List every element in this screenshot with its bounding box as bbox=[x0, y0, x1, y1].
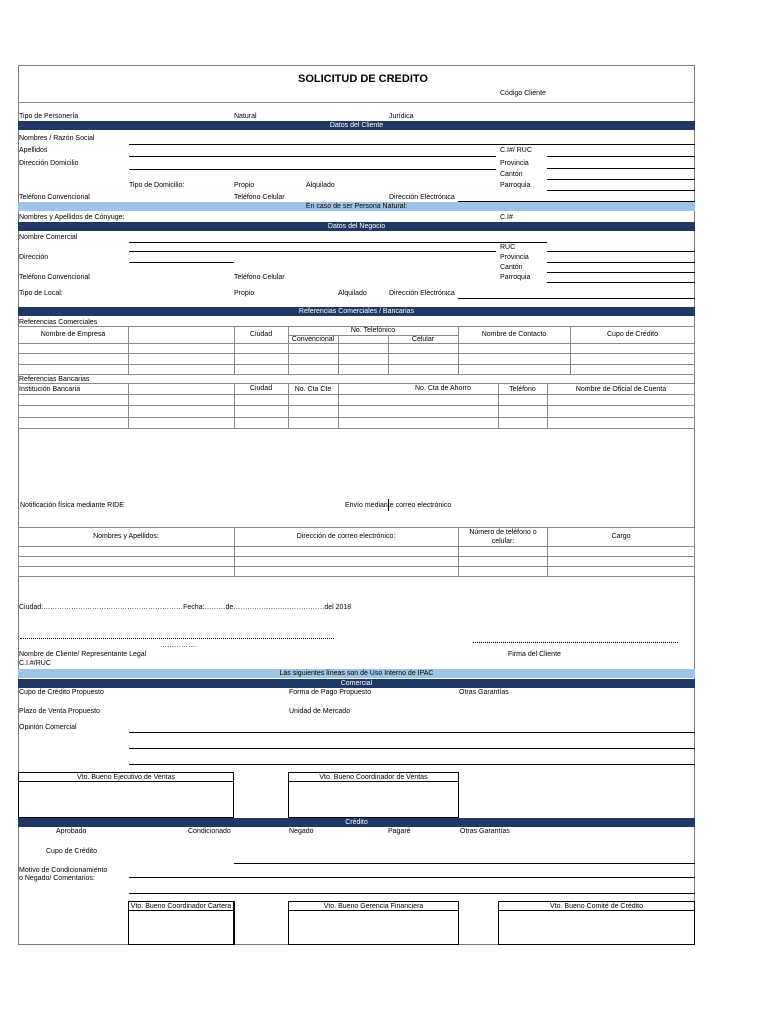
section-header-business: Datos del Negocio bbox=[18, 222, 695, 231]
row-divider bbox=[18, 566, 695, 567]
business-province-label: Provincia bbox=[500, 254, 529, 261]
home-rent-option[interactable]: Alquilado bbox=[306, 182, 335, 189]
comments-line-2[interactable] bbox=[129, 893, 695, 894]
col-credit-limit: Cupo de Crédito bbox=[607, 331, 658, 338]
premises-rent-option[interactable]: Alquilado bbox=[338, 290, 367, 297]
row-divider bbox=[18, 353, 695, 354]
col-contact-email: Dirección de correo electrónico: bbox=[296, 533, 396, 540]
spouse-name-label: Nombres y Apellidos de Cónyuge: bbox=[19, 214, 125, 221]
business-parish-field[interactable] bbox=[547, 282, 695, 283]
natural-option[interactable]: Natural bbox=[234, 113, 257, 120]
parish-field[interactable] bbox=[547, 190, 695, 191]
business-address-field[interactable] bbox=[129, 262, 234, 263]
business-canton-label: Cantón bbox=[500, 264, 523, 271]
col-city: Ciudad bbox=[249, 331, 273, 338]
col-divider bbox=[338, 335, 339, 375]
trade-name-field[interactable] bbox=[129, 242, 547, 243]
opinion-line-1[interactable] bbox=[129, 732, 695, 733]
province-label: Provincia bbox=[500, 160, 529, 167]
email-notification-option[interactable]: Envío mediante correo electrónico bbox=[345, 502, 452, 509]
juridica-option[interactable]: Jurídica bbox=[389, 113, 414, 120]
col-contact-phone: Número de teléfono o celular: bbox=[469, 529, 537, 545]
col-phone-number: No. Telefónico bbox=[350, 327, 396, 334]
email-label: Dirección Electrónica bbox=[389, 194, 455, 201]
client-name-label: Nombre de Cliente/ Representante Legal bbox=[19, 651, 147, 658]
province-field[interactable] bbox=[547, 168, 695, 169]
surnames-field[interactable] bbox=[129, 156, 496, 157]
bank-refs-label: Referencias Bancarias bbox=[19, 376, 90, 383]
row-divider bbox=[18, 556, 695, 557]
business-mobile-label: Teléfono Celular bbox=[234, 274, 285, 281]
trade-name-label: Nombre Comercial bbox=[19, 234, 78, 241]
client-signature-name-line[interactable] bbox=[20, 638, 334, 639]
payment-method-label: Forma de Pago Propuesto bbox=[289, 689, 372, 696]
opinion-line-3[interactable] bbox=[129, 764, 695, 765]
names-field[interactable] bbox=[129, 144, 695, 145]
row-divider bbox=[18, 546, 695, 547]
committee-approval-label: Vto. Bueno Comité de Crédito bbox=[550, 903, 643, 910]
form-title: SOLICITUD DE CREDITO bbox=[298, 73, 428, 85]
col-company-name: Nombre de Empresa bbox=[40, 331, 106, 338]
col-divider bbox=[128, 383, 129, 429]
premises-own-option[interactable]: Propio bbox=[234, 290, 255, 297]
dots-short: ……………. bbox=[160, 642, 197, 649]
conditioned-option[interactable]: Condicionado bbox=[188, 828, 231, 835]
col-landline: Convencional bbox=[291, 336, 335, 343]
person-type-label: Tipo de Personería bbox=[19, 113, 79, 120]
col-divider bbox=[128, 326, 129, 375]
ci-ruc-label: C.I#/ RUC bbox=[500, 147, 532, 154]
credit-other-guarantees-label: Otras Garantías bbox=[460, 828, 510, 835]
col-divider bbox=[234, 901, 235, 945]
business-ruc-label: RUC bbox=[500, 244, 516, 251]
client-signature-line[interactable] bbox=[473, 642, 678, 643]
section-header-internal-use: Las siguientes líneas son de Uso Interno de IPAC bbox=[18, 669, 695, 678]
divider bbox=[18, 102, 695, 103]
business-email-field[interactable] bbox=[458, 298, 695, 299]
city-date-line[interactable]: Ciudad:……………………………………………………Fecha:………de…………………………………del 2018 bbox=[19, 604, 352, 611]
section-header-credit: Crédito bbox=[18, 818, 695, 827]
condition-reason-label: Motivo de Condicionamiento bbox=[19, 867, 108, 874]
approved-option[interactable]: Aprobado bbox=[56, 828, 87, 835]
parish-label: Parroquia bbox=[500, 182, 531, 189]
commercial-refs-label: Referencias Comerciales bbox=[19, 319, 98, 326]
surnames-label: Apellidos bbox=[19, 147, 48, 154]
opinion-line-2[interactable] bbox=[129, 748, 695, 749]
col-checking-account: No. Cta Cte bbox=[294, 386, 332, 393]
business-landline-label: Teléfono Convencional bbox=[19, 274, 90, 281]
sales-term-label: Plazo de Venta Propuesto bbox=[19, 708, 100, 715]
col-divider bbox=[458, 527, 459, 577]
section-header-natural-person: En caso de ser Persona Natural: bbox=[18, 202, 695, 211]
ci-ruc-field[interactable] bbox=[547, 156, 695, 157]
row-divider bbox=[18, 364, 695, 365]
col-contact-name: Nombre de Contacto bbox=[481, 331, 547, 338]
client-code-label: Código Cliente bbox=[500, 90, 546, 97]
credit-limit-label: Cupo de Crédito bbox=[46, 848, 97, 855]
business-email-label: Dirección Electrónica bbox=[389, 290, 455, 297]
row-divider bbox=[18, 417, 695, 418]
spouse-ci-label: C.I# bbox=[500, 214, 513, 221]
row-divider bbox=[18, 405, 695, 406]
denied-option[interactable]: Negado bbox=[289, 828, 314, 835]
row-divider bbox=[18, 343, 695, 344]
finance-approval-label: Vto. Bueno Gerencia Financiera bbox=[323, 903, 424, 910]
mobile-label: Teléfono Celular bbox=[234, 194, 285, 201]
business-canton-field[interactable] bbox=[547, 272, 695, 273]
landline-label: Teléfono Convencional bbox=[19, 194, 90, 201]
col-mobile: Celular bbox=[411, 336, 435, 343]
client-ci-ruc-label: C.I.#/RUC bbox=[19, 660, 51, 667]
col-contact-role: Cargo bbox=[611, 533, 631, 540]
text-cursor bbox=[388, 499, 389, 511]
home-address-field[interactable] bbox=[129, 169, 496, 170]
home-own-option[interactable]: Propio bbox=[234, 182, 255, 189]
section-header-commercial: Comercial bbox=[18, 679, 695, 688]
client-signature-label: Firma del Cliente bbox=[508, 651, 561, 658]
sales-exec-approval-label: Vto. Bueno Ejecutivo de Ventas bbox=[76, 774, 176, 781]
portfolio-approval-label: Vto. Bueno Coordinador Cartera bbox=[130, 903, 232, 910]
other-guarantees-label: Otras Garantías bbox=[459, 689, 509, 696]
promissory-note-option[interactable]: Pagaré bbox=[388, 828, 411, 835]
col-bank-institution: Institución Bancaria bbox=[19, 386, 81, 393]
canton-label: Cantón bbox=[500, 171, 523, 178]
home-type-label: Tipo de Domicilio: bbox=[129, 182, 185, 189]
col-savings-account: No. Cta de Ahorro bbox=[414, 385, 472, 392]
business-province-field[interactable] bbox=[547, 262, 695, 263]
col-contact-names: Nombres y Apellidos: bbox=[93, 533, 159, 540]
business-line-field[interactable] bbox=[129, 251, 496, 252]
sales-coord-approval-label: Vto. Bueno Coordinador de Ventas bbox=[319, 774, 428, 781]
comments-line-1[interactable] bbox=[129, 877, 695, 878]
row-divider bbox=[18, 394, 695, 395]
commercial-opinion-label: Opinión Comercial bbox=[19, 724, 77, 731]
business-address-label: Dirección bbox=[19, 254, 49, 261]
business-parish-label: Parroquia bbox=[500, 274, 531, 281]
credit-limit-field[interactable] bbox=[234, 863, 695, 864]
home-address-label: Dirección Domicilio bbox=[19, 160, 79, 167]
proposed-credit-label: Cupo de Crédito Propuesto bbox=[19, 689, 104, 696]
col-bank-city: Ciudad bbox=[249, 385, 273, 392]
col-bank-phone: Teléfono bbox=[509, 386, 536, 393]
canton-field[interactable] bbox=[547, 179, 695, 180]
market-unit-label: Unidad de Mercado bbox=[289, 708, 351, 715]
names-label: Nombres / Razón Social bbox=[19, 135, 95, 142]
section-header-client: Datos del Cliente bbox=[18, 121, 695, 130]
col-account-officer: Nombre de Oficial de Cuenta bbox=[575, 386, 667, 393]
col-divider bbox=[338, 383, 339, 429]
premises-type-label: Tipo de Local: bbox=[19, 290, 63, 297]
condition-reason-label-2: o Negado/ Comentarios: bbox=[19, 875, 95, 882]
physical-notification-option[interactable]: Notificación física mediante RIDE bbox=[20, 502, 124, 509]
business-ruc-field[interactable] bbox=[547, 251, 695, 252]
section-header-references: Referencias Comerciales / Bancarias bbox=[18, 307, 695, 316]
